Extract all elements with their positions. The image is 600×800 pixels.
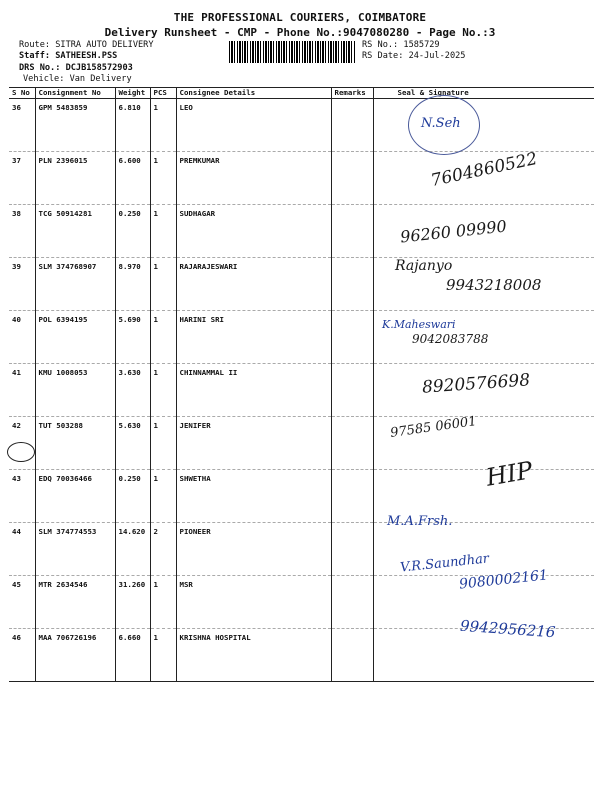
cell-sno: 46 (9, 629, 35, 682)
cell-consignment: POL 6394195 (35, 311, 115, 364)
table-row (9, 523, 594, 576)
cell-pcs: 1 (150, 152, 176, 205)
cell-consignee: HARINI SRI (176, 311, 331, 364)
rs-date: RS Date: 24-Jul-2025 (362, 51, 466, 61)
cell-pcs: 1 (150, 258, 176, 311)
signature-39-number: 9943218008 (446, 276, 542, 294)
cell-sno: 38 (9, 205, 35, 258)
cell-weight: 5.690 (115, 311, 150, 364)
cell-remarks (331, 152, 373, 205)
cell-consignment: KMU 1008053 (35, 364, 115, 417)
cell-weight: 3.630 (115, 364, 150, 417)
cell-remarks (331, 576, 373, 629)
cell-pcs: 1 (150, 311, 176, 364)
signature-42: 97585 06001 (389, 414, 478, 441)
signature-39-name: Rajanyo (395, 258, 453, 274)
cell-consignment: TUT 503288 (35, 417, 115, 470)
runsheet-subtitle: Delivery Runsheet - CMP - Phone No.:9047080280 - Page No.:3 (104, 26, 496, 39)
cell-signature (373, 99, 594, 152)
cell-consignment: SLM 374774553 (35, 523, 115, 576)
table-header (9, 88, 594, 99)
cell-consignee: PREMKUMAR (176, 152, 331, 205)
cell-remarks (331, 258, 373, 311)
col-seal: Seal & Signature (373, 88, 594, 99)
cell-weight: 6.810 (115, 99, 150, 152)
cell-consignment: TCG 50914281 (35, 205, 115, 258)
col-consignment: Consignment No (35, 88, 115, 99)
cell-weight: 14.620 (115, 523, 150, 576)
cell-remarks (331, 364, 373, 417)
cell-consignment: EDQ 70036466 (35, 470, 115, 523)
cell-consignment: MTR 2634546 (35, 576, 115, 629)
cell-consignee: SHWETHA (176, 470, 331, 523)
cell-consignment: PLN 2396015 (35, 152, 115, 205)
row-43-circle-mark (7, 442, 35, 462)
cell-consignee: SUDHAGAR (176, 205, 331, 258)
cell-consignee: CHINNAMMAL II (176, 364, 331, 417)
cell-consignee: PIONEER (176, 523, 331, 576)
cell-pcs: 1 (150, 417, 176, 470)
cell-consignee: LEO (176, 99, 331, 152)
cell-sno: 36 (9, 99, 35, 152)
table-row (9, 311, 594, 364)
cell-weight: 0.250 (115, 470, 150, 523)
cell-consignee: KRISHNA HOSPITAL (176, 629, 331, 682)
cell-pcs: 1 (150, 576, 176, 629)
cell-weight: 8.970 (115, 258, 150, 311)
signature-43: HIP (483, 456, 535, 492)
cell-consignment: SLM 374768907 (35, 258, 115, 311)
cell-weight: 6.660 (115, 629, 150, 682)
cell-signature (373, 629, 594, 682)
cell-consignee: JENIFER (176, 417, 331, 470)
cell-pcs: 2 (150, 523, 176, 576)
cell-sno: 44 (9, 523, 35, 576)
col-pcs: PCS (150, 88, 176, 99)
signature-38: 96260 09990 (399, 216, 508, 247)
barcode (229, 41, 355, 63)
cell-weight: 6.600 (115, 152, 150, 205)
cell-pcs: 1 (150, 364, 176, 417)
cell-remarks (331, 629, 373, 682)
cell-pcs: 1 (150, 99, 176, 152)
company-title: THE PROFESSIONAL COURIERS, COIMBATORE (173, 11, 427, 24)
cell-remarks (331, 205, 373, 258)
signature-44: M.A.Frsh. (387, 514, 453, 529)
cell-consignee: RAJARAJESWARI (176, 258, 331, 311)
staff-label: Staff: SATHEESH.PSS (19, 51, 118, 61)
col-remarks: Remarks (331, 88, 373, 99)
route-label: Route: SITRA AUTO DELIVERY (19, 40, 154, 50)
col-weight: Weight (115, 88, 150, 99)
cell-sno: 39 (9, 258, 35, 311)
cell-pcs: 1 (150, 629, 176, 682)
cell-remarks (331, 523, 373, 576)
cell-consignment: GPM 5483859 (35, 99, 115, 152)
signature-37: 7604860522 (429, 148, 540, 192)
signature-40-name: K.Maheswari (382, 318, 456, 331)
rs-number: RS No.: 1585729 (362, 40, 440, 50)
col-consignee: Consignee Details (176, 88, 331, 99)
signature-46: 9942956216 (459, 616, 556, 642)
cell-sno: 41 (9, 364, 35, 417)
signature-45-number: 9080002161 (458, 567, 549, 593)
cell-sno: 37 (9, 152, 35, 205)
drs-number: DRS No.: DCJB158572903 (19, 63, 133, 73)
cell-weight: 5.630 (115, 417, 150, 470)
signature-45-name: V.R.Saundhar (399, 551, 490, 576)
cell-remarks (331, 99, 373, 152)
cell-remarks (331, 417, 373, 470)
cell-sno: 45 (9, 576, 35, 629)
cell-consignee: MSR (176, 576, 331, 629)
cell-sno: 43 (9, 470, 35, 523)
signature-41: 8920576698 (421, 370, 531, 398)
vehicle-label: Vehicle: Van Delivery (23, 74, 132, 84)
cell-weight: 0.250 (115, 205, 150, 258)
cell-consignment: MAA 706726196 (35, 629, 115, 682)
signature-40-number: 9042083788 (412, 332, 489, 346)
cell-remarks (331, 470, 373, 523)
cell-sno: 42 (9, 417, 35, 470)
cell-sno: 40 (9, 311, 35, 364)
table-row (9, 99, 594, 152)
cell-weight: 31.260 (115, 576, 150, 629)
company-stamp: N.Seh (408, 95, 480, 155)
cell-remarks (331, 311, 373, 364)
cell-pcs: 1 (150, 205, 176, 258)
cell-pcs: 1 (150, 470, 176, 523)
col-sno: S No (9, 88, 35, 99)
